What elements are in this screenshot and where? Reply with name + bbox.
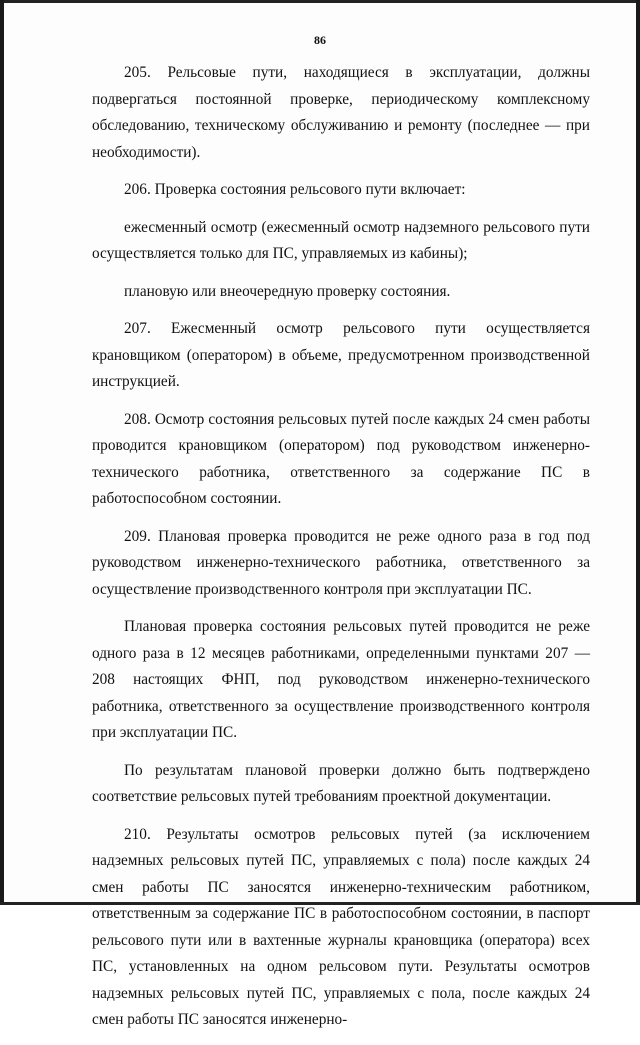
document-body [92, 60, 590, 1045]
paragraph-206-item-daily: ежесменный осмотр (ежесменный осмотр надземного рельсового пути осуществляется только для ПС, управляемых из кабины); [92, 218, 590, 262]
scan-border-left [0, 0, 4, 905]
paragraph-206-item-planned: плановую или внеочередную проверку состояния. [124, 282, 451, 300]
scan-border-right [636, 0, 640, 905]
paragraph-209-results: По результатам плановой проверки должно быть подтверждено соответствие рельсовых путей требованиям проектной документации. [92, 761, 590, 805]
paragraph-209: 209. Плановая проверка проводится не реже одного раза в год под руководством инженерно-технического работника, ответственного за осуществление производственного контроля при эксплуатации ПС. [92, 527, 590, 598]
paragraph-210: 210. Результаты осмотров рельсовых путей (за исключением надземных рельсовых путей ПС, управляемых с пола) после каждых 24 смен работы ПС заносятся инженерно-техническим работником, ответственным за содержание ПС в работоспособном состоянии, в паспорт рельсового пути или в вахтенные журналы крановщика (оператора) всех ПС, установленных на одном рельсовом пути. Результаты осмотров надземных рельсовых путей ПС, управляемых с пола, после каждых 24 смен работы ПС заносятся инженерно- [92, 825, 590, 1028]
paragraph-207: 207. Ежесменный осмотр рельсового пути осуществляется крановщиком (оператором) в объеме, предусмотренном производственной инструкцией. [92, 320, 590, 390]
scan-border-top [0, 0, 640, 3]
page-number: 86 [314, 33, 326, 47]
paragraph-206: 206. Проверка состояния рельсового пути включает: [124, 181, 466, 198]
paragraph-208: 208. Осмотр состояния рельсовых путей после каждых 24 смен работы проводится крановщиком (оператором) под руководством инженерно-технического работника, ответственного за содержание ПС в работоспособном состоянии. [92, 410, 590, 507]
paragraph-209-planned-check: Плановая проверка состояния рельсовых путей проводится не реже одного раза в 12 месяцев работниками, определенными пунктами 207 — 208 настоящих ФНП, под руководством инженерно-технического работника, ответственного за осуществление производственного контроля при эксплуатации ПС. [92, 618, 590, 741]
paragraph-205: 205. Рельсовые пути, находящиеся в эксплуатации, должны подвергаться постоянной проверке, периодическому комплексному обследованию, техническому обслуживанию и ремонту (последнее — при необходимости). [92, 64, 590, 161]
